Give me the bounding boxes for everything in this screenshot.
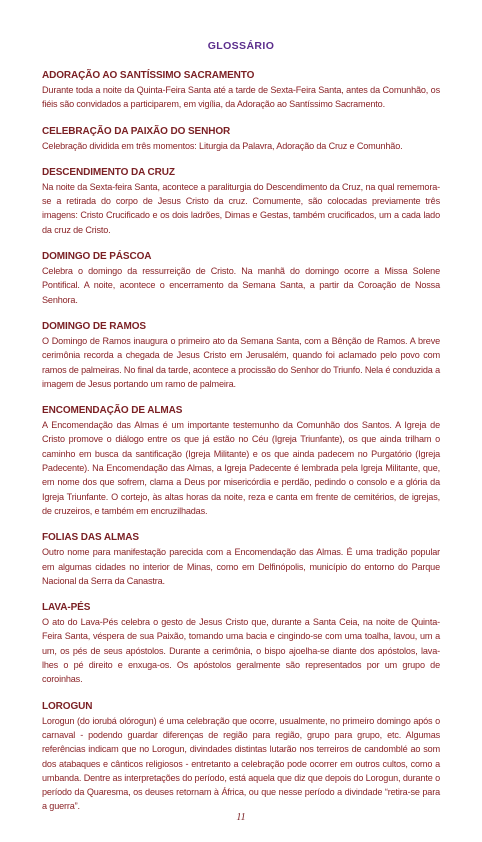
glossary-entry [42, 125, 440, 153]
entry-term: LOROGUN [42, 700, 93, 712]
glossary-entry [42, 69, 440, 112]
glossary-entry [42, 601, 440, 686]
entry-definition: Lorogun (do iorubá olórogun) é uma celebração que ocorre, usualmente, no primeiro domingo após o carnaval - podendo guardar diferenças de região para região, grupo para grupo, etc. Algumas referências indicam que no Lorogun, divindades distintas lutarão nos terreiros de candomblé ao som dos atabaques e cânticos religiosos - entretanto a celebração pode ocorrer em outros cultos, como a umbanda. Dentre as interpretações do período, está aquela que diz que depois do Lorogun, durante o período da Quaresma, os deuses retornam à África, ou que nesse período a divindade “retira-se para a guerra”. [42, 715, 440, 812]
entry-definition: O Domingo de Ramos inaugura o primeiro ato da Semana Santa, com a Bênção de Ramos. A breve cerimônia recorda a chegada de Jesus Cristo em Jerusalém, quando foi aclamado pelo povo com ramos de palmeiras. No final da tarde, acontece a procissão do Senhor do Triunfo. Nela é conduzida a imagem de Jesus portando um ramo de palmeira. [42, 335, 440, 389]
entry-definition: Celebra o domingo da ressurreição de Cristo. Na manhã do domingo ocorre a Missa Solene Pontifical. A noite, acontece o encerramento da Semana Santa, a partir da Coroação de Nossa Senhora. [42, 266, 440, 305]
glossary-entry [42, 531, 440, 588]
entry-term: LAVA-PÉS [42, 602, 91, 614]
entry-term: DOMINGO DE PÁSCOA [42, 251, 152, 263]
glossary-entry [42, 250, 440, 307]
entry-definition: O ato do Lava-Pés celebra o gesto de Jesus Cristo que, durante a Santa Ceia, na noite de Quinta-Feira Santa, véspera de sua Paixão, tomando uma bacia e cingindo-se com uma toalha, lavou, um a um, os pés de seus apóstolos. Durante a cerimônia, o bispo ajoelha-se diante dos apóstolos, lava-lhes o pé direito e enxuga-os. Os apóstolos geralmente são representados por um grupo de coroinhas. [42, 617, 440, 685]
entry-definition: Celebração dividida em três momentos: Liturgia da Palavra, Adoração da Cruz e Comunhão. [42, 140, 403, 151]
glossary-entry [42, 166, 440, 237]
entry-definition: A Encomendação das Almas é um importante testemunho da Comunhão dos Santos. A Igreja de Cristo promove o diálogo entre os que já estão no Céu (Igreja Triunfante), os que ainda trilham o caminho em busca da santificação (Igreja Militante) e os que ainda padecem no Purgatório (Igreja Padecente). Na Encomendação das Almas, a Igreja Padecente é lembrada pela Igreja Militante, que, em nome dos que sofrem, clama a Deus por misericórdia e perdão, pedindo o consolo e a glória da Igreja Triunfante. O cortejo, às altas horas da noite, reza e canta em frente de cemitérios, de igrejas, de cruzeiros, e também em encruzilhadas. [42, 420, 440, 516]
entry-term: ADORAÇÃO AO SANTÍSSIMO SACRAMENTO [42, 70, 255, 81]
entry-definition: Na noite da Sexta-feira Santa, acontece a paraliturgia do Descendimento da Cruz, na qual rememora-se a retirada do corpo de Jesus Cristo da cruz. Comumente, são colocadas previamente três imagens: Cristo Crucificado e os dois ladrões, Dimas e Gestas, também crucificados, um a cada lado da cruz de Cristo. [42, 181, 440, 235]
entry-term: DESCENDIMENTO DA CRUZ [42, 166, 175, 178]
entry-definition: Outro nome para manifestação parecida com a Encomendação das Almas. É uma tradição popular em algumas cidades no interior de Minas, como em Delfinópolis, município do entorno do Parque Nacional da Serra da Canastra. [42, 547, 440, 586]
page-title: GLOSSÁRIO [207, 40, 275, 52]
page-number: 11 [236, 812, 246, 823]
glossary-entry [42, 320, 440, 391]
entry-term: DOMINGO DE RAMOS [42, 320, 146, 332]
entry-term: ENCOMENDAÇÃO DE ALMAS [42, 405, 183, 417]
glossary-entry [42, 404, 440, 518]
entry-term: FOLIAS DAS ALMAS [42, 532, 139, 544]
glossary-entry [42, 700, 440, 814]
entry-definition: Durante toda a noite da Quinta-Feira Santa até a tarde de Sexta-Feira Santa, antes da Comunhão, os fiéis são convidados a participarem, em vigília, da Adoração ao Santíssimo Sacramento. [42, 85, 440, 110]
entry-term: CELEBRAÇÃO DA PAIXÃO DO SENHOR [42, 125, 231, 137]
